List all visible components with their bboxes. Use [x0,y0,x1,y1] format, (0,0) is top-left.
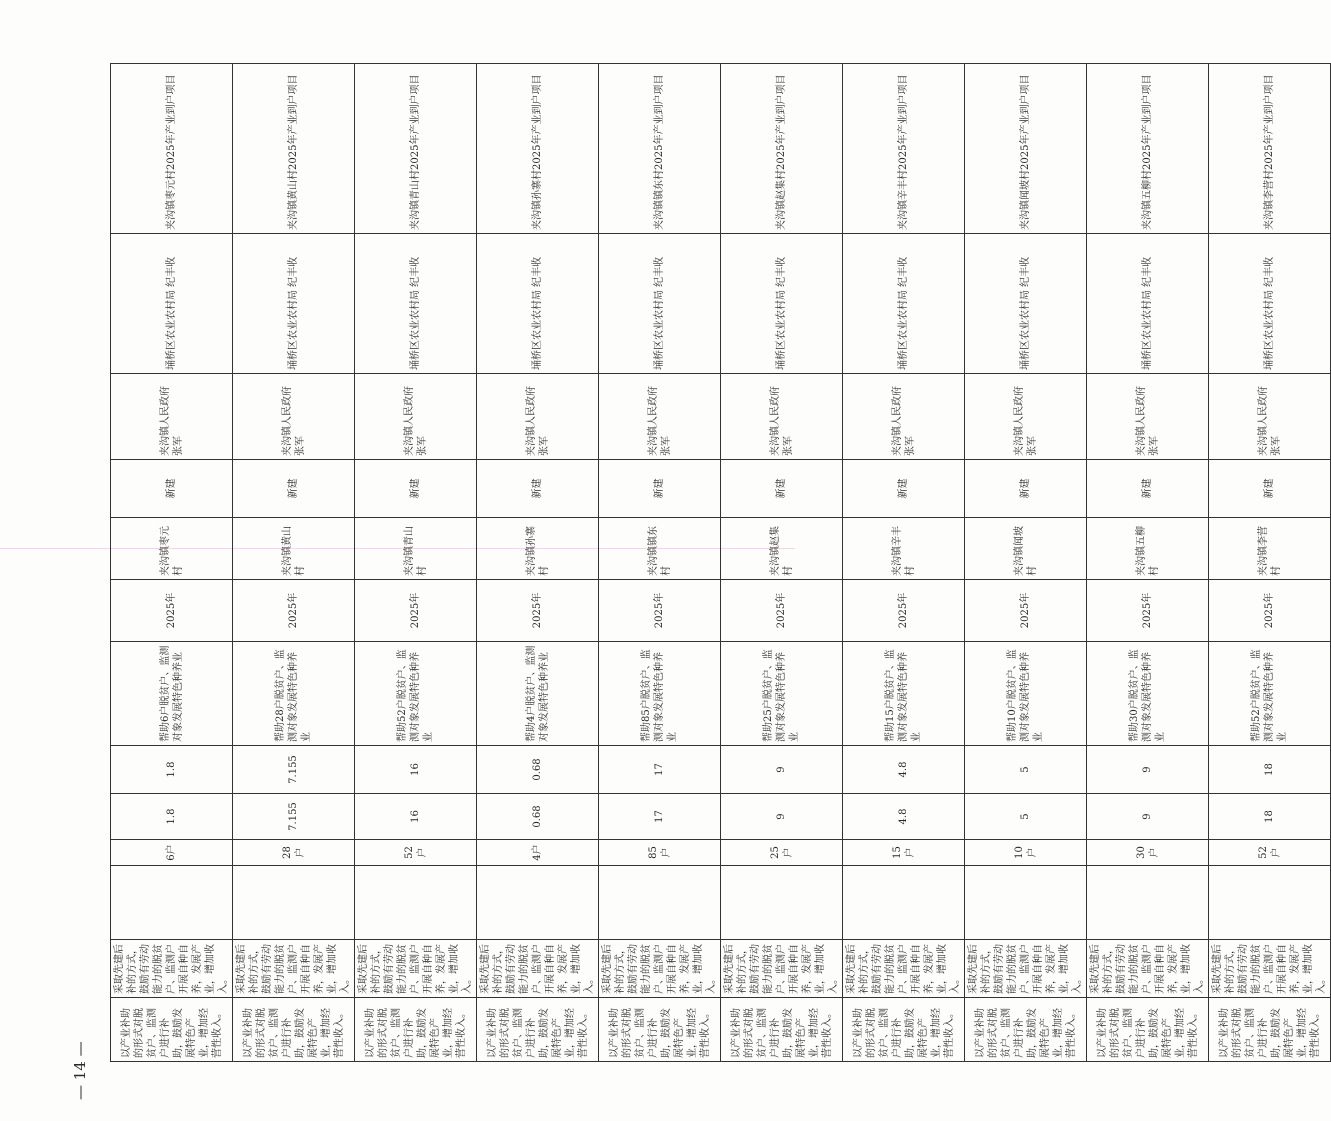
year-cell: 2025年 [355,580,477,642]
table-row [233,64,355,1062]
table-row [111,64,233,1062]
blank-cell [477,866,599,940]
table-row [355,64,477,1062]
page-number [60,980,100,1100]
content-cell: 帮助4户脱贫户、监测对象发展特色种养业 [477,642,599,746]
construction-type-cell: 新建 [1087,460,1209,518]
blank-cell [599,866,721,940]
blank-cell [233,866,355,940]
fiscal-investment-cell: 7.155 [233,794,355,840]
households-cell: 10户 [965,840,1087,866]
year-cell: 2025年 [233,580,355,642]
implementing-unit-cell: 夹沟镇人民政府 张军 [1087,374,1209,460]
households-cell: 4户 [477,840,599,866]
construction-type-cell: 新建 [965,460,1087,518]
content-cell: 帮助52户脱贫户、监测对象发展特色种养业 [1209,642,1331,746]
fiscal-investment-cell: 9 [721,794,843,840]
department-cell: 埇桥区农业农村局 纪丰收 [233,234,355,374]
construction-type-cell: 新建 [355,460,477,518]
construction-type-cell: 新建 [1209,460,1331,518]
project-name-cell: 夹沟镇赵集村2025年产业到户项目 [721,64,843,234]
construction-type-cell: 新建 [477,460,599,518]
year-cell: 2025年 [965,580,1087,642]
benefit-mechanism-cell: 采取先建后补的方式，鼓励有劳动能力的脱贫户、监测户开展自种自养，发展产业，增加收入。 [355,940,477,998]
implementing-unit-cell: 夹沟镇人民政府 张军 [233,374,355,460]
content-cell: 帮助15户脱贫户、监测对象发展特色种养业 [843,642,965,746]
year-cell: 2025年 [1087,580,1209,642]
total-investment-cell: 18 [1209,746,1331,794]
households-cell: 52户 [355,840,477,866]
total-investment-cell: 17 [599,746,721,794]
implementing-unit-cell: 夹沟镇人民政府 张军 [477,374,599,460]
project-name-cell: 夹沟镇闻坡村2025年产业到户项目 [965,64,1087,234]
table-region [110,64,1327,1062]
year-cell: 2025年 [599,580,721,642]
project-name-cell: 夹沟镇五柳村2025年产业到户项目 [1087,64,1209,234]
support-method-cell: 以产业补助的形式对脱贫户、监测户进行补助，鼓励发展特色产业，增加经营性收入。 [477,998,599,1062]
department-cell: 埇桥区农业农村局 纪丰收 [721,234,843,374]
fiscal-investment-cell: 1.8 [111,794,233,840]
construction-type-cell: 新建 [721,460,843,518]
benefit-mechanism-cell: 采取先建后补的方式，鼓励有劳动能力的脱贫户、监测户开展自种自养，发展产业，增加收入。 [721,940,843,998]
village-cell: 夹沟镇孙寨村 [477,518,599,580]
year-cell: 2025年 [477,580,599,642]
blank-cell [355,866,477,940]
table-row [843,64,965,1062]
village-cell: 夹沟镇五柳村 [1087,518,1209,580]
blank-cell [1209,866,1331,940]
village-cell: 夹沟镇李营村 [1209,518,1331,580]
content-cell: 帮助10户脱贫户、监测对象发展特色种养业 [965,642,1087,746]
table-row [1209,64,1331,1062]
village-cell: 夹沟镇黄山村 [233,518,355,580]
project-name-cell: 夹沟镇镇东村2025年产业到户项目 [599,64,721,234]
village-cell: 夹沟镇辛丰村 [843,518,965,580]
households-cell: 25户 [721,840,843,866]
support-method-cell: 以产业补助的形式对脱贫户、监测户进行补助，鼓励发展特色产业，增加经营性收入。 [233,998,355,1062]
implementing-unit-cell: 夹沟镇人民政府 张军 [1209,374,1331,460]
total-investment-cell: 0.68 [477,746,599,794]
implementing-unit-cell: 夹沟镇人民政府 张军 [599,374,721,460]
project-name-cell: 夹沟镇辛丰村2025年产业到户项目 [843,64,965,234]
department-cell: 埇桥区农业农村局 纪丰收 [1209,234,1331,374]
table-row [965,64,1087,1062]
benefit-mechanism-cell: 采取先建后补的方式，鼓励有劳动能力的脱贫户、监测户开展自种自养，发展产业，增加收入。 [111,940,233,998]
total-investment-cell: 5 [965,746,1087,794]
households-cell: 52户 [1209,840,1331,866]
total-investment-cell: 9 [1087,746,1209,794]
table-row [477,64,599,1062]
households-cell: 28户 [233,840,355,866]
fiscal-investment-cell: 18 [1209,794,1331,840]
households-cell: 6户 [111,840,233,866]
content-cell: 帮助28户脱贫户、监测对象发展特色种养业 [233,642,355,746]
benefit-mechanism-cell: 采取先建后补的方式，鼓励有劳动能力的脱贫户、监测户开展自种自养，发展产业，增加收入。 [233,940,355,998]
project-name-cell: 夹沟镇青山村2025年产业到户项目 [355,64,477,234]
support-method-cell: 以产业补助的形式对脱贫户、监测户进行补助，鼓励发展特色产业，增加经营性收入。 [721,998,843,1062]
total-investment-cell: 16 [355,746,477,794]
total-investment-cell: 4.8 [843,746,965,794]
fiscal-investment-cell: 5 [965,794,1087,840]
content-cell: 帮助30户脱贫户、监测对象发展特色种养业 [1087,642,1209,746]
department-cell: 埇桥区农业农村局 纪丰收 [355,234,477,374]
implementing-unit-cell: 夹沟镇人民政府 张军 [965,374,1087,460]
implementing-unit-cell: 夹沟镇人民政府 张军 [355,374,477,460]
benefit-mechanism-cell: 采取先建后补的方式，鼓励有劳动能力的脱贫户、监测户开展自种自养，发展产业，增加收入。 [599,940,721,998]
project-name-cell: 夹沟镇枣元村2025年产业到户项目 [111,64,233,234]
support-method-cell: 以产业补助的形式对脱贫户、监测户进行补助，鼓励发展特色产业，增加经营性收入。 [1209,998,1331,1062]
page-number-text: — 14 — [71,1041,89,1100]
support-method-cell: 以产业补助的形式对脱贫户、监测户进行补助，鼓励发展特色产业，增加经营性收入。 [355,998,477,1062]
support-method-cell: 以产业补助的形式对脱贫户、监测户进行补助，鼓励发展特色产业，增加经营性收入。 [111,998,233,1062]
content-cell: 帮助52户脱贫户、监测对象发展特色种养业 [355,642,477,746]
table-row [721,64,843,1062]
total-investment-cell: 9 [721,746,843,794]
blank-cell [111,866,233,940]
project-name-cell: 夹沟镇黄山村2025年产业到户项目 [233,64,355,234]
village-cell: 夹沟镇枣元村 [111,518,233,580]
support-method-cell: 以产业补助的形式对脱贫户、监测户进行补助，鼓励发展特色产业，增加经营性收入。 [599,998,721,1062]
project-table [110,63,1331,1062]
support-method-cell: 以产业补助的形式对脱贫户、监测户进行补助，鼓励发展特色产业，增加经营性收入。 [1087,998,1209,1062]
fiscal-investment-cell: 4.8 [843,794,965,840]
table-row [599,64,721,1062]
content-cell: 帮助6户脱贫户、监测对象发展特色种养业 [111,642,233,746]
village-cell: 夹沟镇青山村 [355,518,477,580]
households-cell: 30户 [1087,840,1209,866]
construction-type-cell: 新建 [233,460,355,518]
year-cell: 2025年 [843,580,965,642]
department-cell: 埇桥区农业农村局 纪丰收 [111,234,233,374]
benefit-mechanism-cell: 采取先建后补的方式，鼓励有劳动能力的脱贫户、监测户开展自种自养，发展产业，增加收入。 [965,940,1087,998]
implementing-unit-cell: 夹沟镇人民政府 张军 [721,374,843,460]
department-cell: 埇桥区农业农村局 纪丰收 [965,234,1087,374]
fiscal-investment-cell: 17 [599,794,721,840]
village-cell: 夹沟镇闻坡村 [965,518,1087,580]
blank-cell [965,866,1087,940]
content-cell: 帮助85户脱贫户、监测对象发展特色种养业 [599,642,721,746]
table-row [1087,64,1209,1062]
fiscal-investment-cell: 0.68 [477,794,599,840]
benefit-mechanism-cell: 采取先建后补的方式，鼓励有劳动能力的脱贫户、监测户开展自种自养，发展产业，增加收入。 [843,940,965,998]
year-cell: 2025年 [1209,580,1331,642]
households-cell: 15户 [843,840,965,866]
village-cell: 夹沟镇镇东村 [599,518,721,580]
rotated-table-holder [110,64,1327,1062]
year-cell: 2025年 [721,580,843,642]
blank-cell [721,866,843,940]
content-cell: 帮助25户脱贫户、监测对象发展特色种养业 [721,642,843,746]
year-cell: 2025年 [111,580,233,642]
department-cell: 埇桥区农业农村局 纪丰收 [599,234,721,374]
implementing-unit-cell: 夹沟镇人民政府 张军 [843,374,965,460]
total-investment-cell: 1.8 [111,746,233,794]
total-investment-cell: 7.155 [233,746,355,794]
village-cell: 夹沟镇赵集村 [721,518,843,580]
benefit-mechanism-cell: 采取先建后补的方式，鼓励有劳动能力的脱贫户、监测户开展自种自养，发展产业，增加收入。 [1209,940,1331,998]
benefit-mechanism-cell: 采取先建后补的方式，鼓励有劳动能力的脱贫户、监测户开展自种自养，发展产业，增加收入。 [477,940,599,998]
households-cell: 85户 [599,840,721,866]
department-cell: 埇桥区农业农村局 纪丰收 [477,234,599,374]
blank-cell [1087,866,1209,940]
construction-type-cell: 新建 [599,460,721,518]
blank-cell [843,866,965,940]
construction-type-cell: 新建 [111,460,233,518]
implementing-unit-cell: 夹沟镇人民政府 张军 [111,374,233,460]
benefit-mechanism-cell: 采取先建后补的方式，鼓励有劳动能力的脱贫户、监测户开展自种自养，发展产业，增加收入。 [1087,940,1209,998]
construction-type-cell: 新建 [843,460,965,518]
fiscal-investment-cell: 16 [355,794,477,840]
fiscal-investment-cell: 9 [1087,794,1209,840]
department-cell: 埇桥区农业农村局 纪丰收 [1087,234,1209,374]
support-method-cell: 以产业补助的形式对脱贫户、监测户进行补助，鼓励发展特色产业，增加经营性收入。 [843,998,965,1062]
project-name-cell: 夹沟镇孙寨村2025年产业到户项目 [477,64,599,234]
department-cell: 埇桥区农业农村局 纪丰收 [843,234,965,374]
support-method-cell: 以产业补助的形式对脱贫户、监测户进行补助，鼓励发展特色产业，增加经营性收入。 [965,998,1087,1062]
project-name-cell: 夹沟镇李营村2025年产业到户项目 [1209,64,1331,234]
